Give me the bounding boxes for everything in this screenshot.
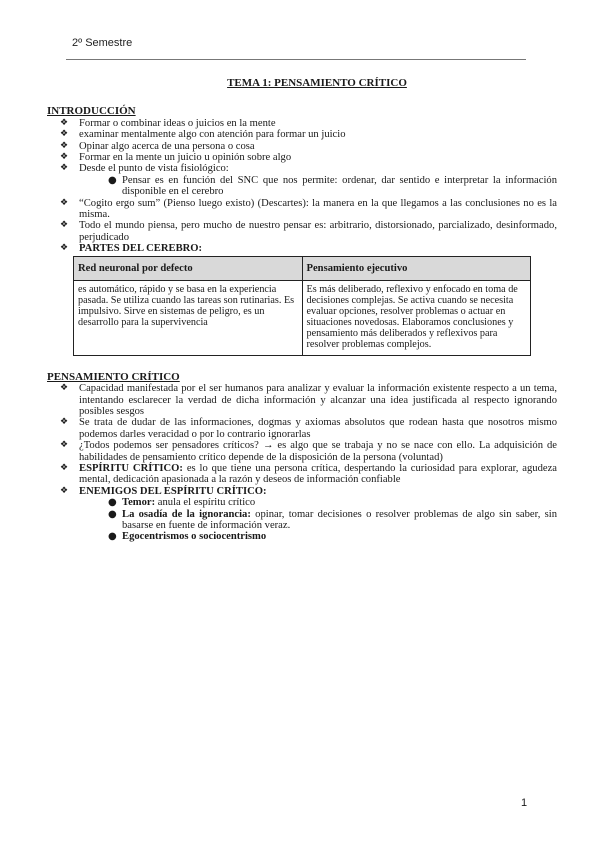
list-item: ❖ ESPÍRITU CRÍTICO: es lo que tiene una persona crítica, despertando la curiosidad para explorar, agudeza mental, dedicación apasionada a la razón y deseos de información confiable (60, 462, 557, 486)
table-header-default-network: Red neuronal por defecto (74, 256, 303, 280)
list-item: ❖ Capacidad manifestada por el ser humanos para analizar y evaluar la información existente respecto a un tema, intentando esclarecer la verdad de dicha información y alcanzar una idea justificada al respecto ignorando posibles sesgos (60, 383, 557, 417)
diamond-bullet-icon: ❖ (60, 243, 69, 254)
list-item: ❖ Desde el punto de vista fisiológico: ● Pensar es en función del SNC que nos permite: ordenar, dar sentido e interpretar la información disponible en el cerebro (60, 163, 557, 198)
sub-list-item: ● Pensar es en función del SNC que nos permite: ordenar, dar sentido e interpretar la información disponible en el cerebro (108, 174, 557, 198)
list-item: ❖ Opinar algo acerca de una persona o cosa (60, 140, 255, 152)
diamond-bullet-icon: ❖ (60, 140, 69, 151)
diamond-bullet-icon: ❖ (60, 383, 69, 394)
header-divider (66, 59, 526, 60)
brain-parts-table (73, 256, 531, 356)
dot-bullet-icon: ● (108, 531, 117, 543)
list-item: ❖ “Cogito ergo sum” (Pienso luego existo) (Descartes): la manera en la que llegamos a las conclusiones no es la misma. (60, 197, 557, 221)
enemies-sublist (79, 497, 557, 543)
list-item: ❖ Formar o combinar ideas o juicios en la mente (60, 117, 276, 129)
sub-list-item: ● La osadía de la ignorancia: opinar, tomar decisiones o resolver problemas de algo sin saber, sin basarse en fuente de información veraz. (108, 508, 557, 531)
diamond-bullet-icon: ❖ (60, 485, 69, 496)
sub-list-item: ● Egocentrismos o sociocentrismo (108, 531, 267, 543)
table-cell-executive: Es más deliberado, reflexivo y enfocado en toma de decisiones complejas. Se activa cuando se necesita evaluar opciones, resolver problemas o actuar en situaciones novedosas. Elaboramos conclusiones y pensamiento más deliberados y reflexivos para resolver problemas complejos. (302, 280, 531, 355)
diamond-bullet-icon: ❖ (60, 117, 69, 128)
diamond-bullet-icon: ❖ (60, 220, 69, 231)
diamond-bullet-icon: ❖ (60, 152, 69, 163)
page-number: 1 (521, 797, 528, 809)
list-item: ❖ examinar mentalmente algo con atención para formar un juicio (60, 129, 346, 141)
document-body (47, 78, 557, 543)
diamond-bullet-icon: ❖ (60, 163, 69, 174)
sub-list-item: ● Temor: anula el espíritu crítico (108, 497, 256, 509)
dot-bullet-icon: ● (108, 174, 117, 186)
diamond-bullet-icon: ❖ (60, 417, 69, 428)
table-cell-default-network: es automático, rápido y se basa en la experiencia pasada. Se utiliza cuando las tareas son rutinarias. Es impulsivo. Sirve en sistemas de peligro, es un desarrollo para la supervivencia (74, 280, 303, 355)
table-header-executive: Pensamiento ejecutivo (302, 256, 531, 280)
dot-bullet-icon: ● (108, 497, 117, 509)
diamond-bullet-icon: ❖ (60, 129, 69, 140)
list-item: ❖ ENEMIGOS DEL ESPÍRITU CRÍTICO: ● Temor: anula el espíritu crítico ● La osadía de la ignorancia: opinar, tomar decisiones o resolver problemas de algo sin saber, sin basarse en fuente de información veraz. ● Egocentrismos o sociocentrismo (60, 485, 557, 543)
diamond-bullet-icon: ❖ (60, 197, 69, 208)
intro-heading: INTRODUCCIÓN (47, 105, 136, 118)
page-header: 2º Semestre (72, 37, 133, 49)
list-item: ❖ Se trata de dudar de las informaciones, dogmas y axiomas absolutos que rodean hasta que nosotros mismo podemos darles veracidad o por lo contrario ignorarlas (60, 417, 557, 440)
list-item: ❖ Formar en la mente un juicio u opinión sobre algo (60, 152, 292, 164)
critical-heading: PENSAMIENTO CRÍTICO (47, 370, 180, 383)
list-item: ❖ Todo el mundo piensa, pero mucho de nuestro pensar es: arbitrario, distorsionado, parcializado, desinformado, perjudicado (60, 220, 557, 243)
critical-list (47, 383, 557, 543)
list-item: ❖ ¿Todos podemos ser pensadores críticos? → es algo que se trabaja y no se nace con ello. La adquisición de habilidades de pensamiento crítico depende de la disposición de la persona (voluntad) (60, 440, 557, 463)
page-title: TEMA 1: PENSAMIENTO CRÍTICO (227, 77, 407, 89)
list-item: ❖ PARTES DEL CEREBRO: (60, 243, 203, 255)
dot-bullet-icon: ● (108, 508, 117, 520)
intro-list (47, 118, 557, 255)
diamond-bullet-icon: ❖ (60, 462, 69, 473)
diamond-bullet-icon: ❖ (60, 440, 69, 451)
physio-sublist (79, 175, 557, 198)
